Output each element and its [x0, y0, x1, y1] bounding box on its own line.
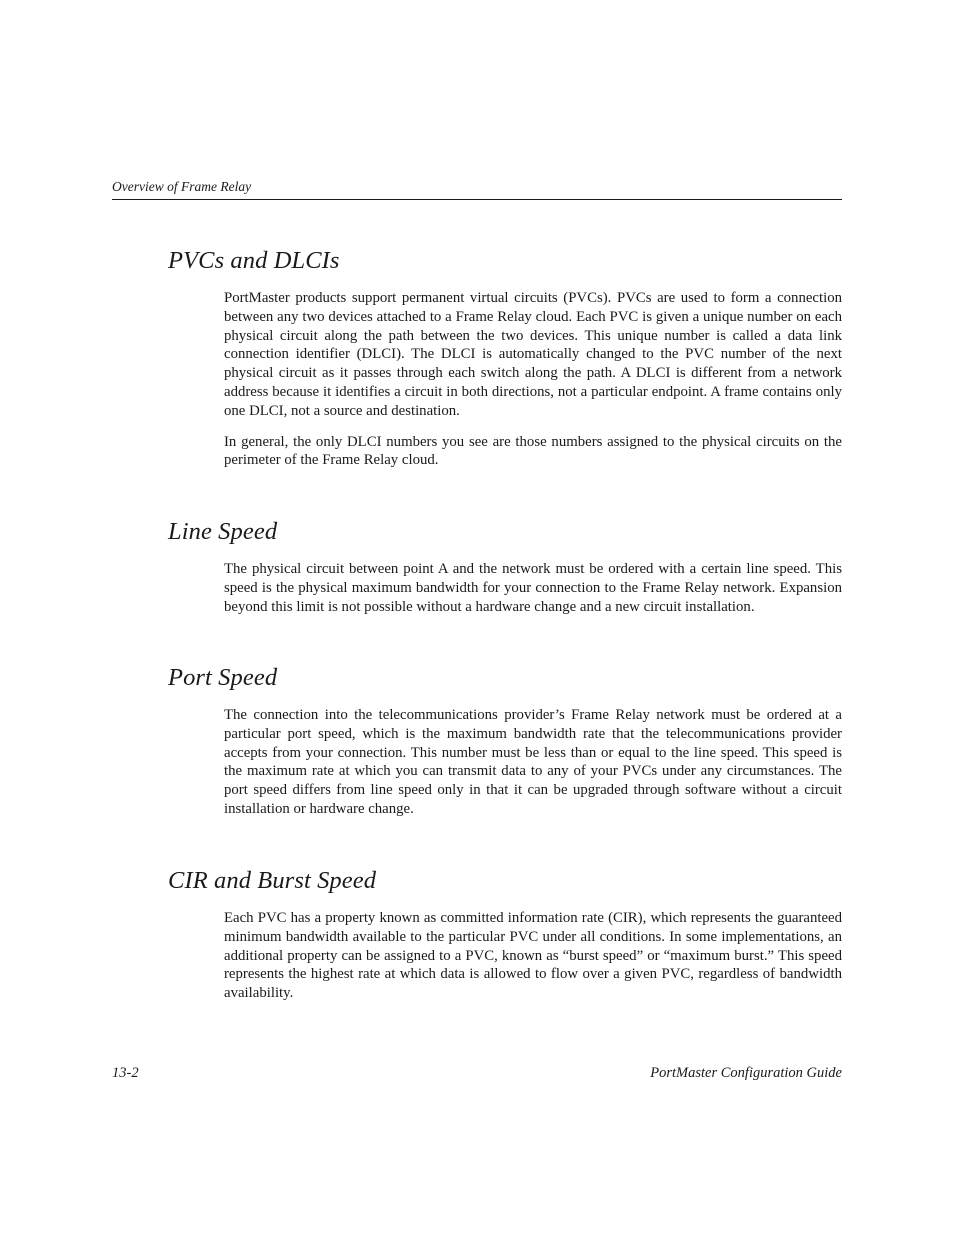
paragraph: The physical circuit between point A and the network must be ordered with a certain line speed. This speed is the physical maximum bandwidth for your connection to the Frame Relay network. Expansion beyond this limit is not possible without a hardware change and a new circuit installation.	[224, 561, 842, 615]
paragraph: PortMaster products support permanent virtual circuits (PVCs). PVCs are used to form a connection between any two devices attached to a Frame Relay cloud. Each PVC is given a unique number on each physical circuit along the path between the two devices. This unique number is called a data link connection identifier (DLCI). The DLCI is automatically changed to the PVC number of the next physical circuit as it passes through each switch along the path. A DLCI is different from a network address because it identifies a circuit in both directions, not a particular endpoint. A frame contains only one DLCI, not a source and destination.	[224, 290, 842, 419]
paragraph: In general, the only DLCI numbers you see are those numbers assigned to the physical circuits on the perimeter of the Frame Relay cloud.	[224, 433, 842, 469]
running-header: Overview of Frame Relay	[112, 179, 252, 194]
paragraph: Each PVC has a property known as committed information rate (CIR), which represents the guaranteed minimum bandwidth available to the particular PVC under all conditions. In some implementations, an additional property can be assigned to a PVC, known as “burst speed” or “maximum burst.” This speed represents the highest rate at which data is allowed to flow over a given PVC, regardless of bandwidth availability.	[224, 910, 842, 1002]
section-heading: PVCs and DLCIs	[168, 247, 340, 274]
section-pvcs-and-dlcis	[168, 246, 842, 482]
section-heading: CIR and Burst Speed	[168, 867, 377, 894]
section-cir-and-burst-speed	[168, 866, 842, 1015]
book-title: PortMaster Configuration Guide	[650, 1065, 842, 1081]
section-heading: Line Speed	[168, 518, 278, 545]
section-body	[168, 706, 842, 819]
page-number: 13-2	[112, 1065, 139, 1081]
header-rule	[112, 199, 842, 200]
section-line-speed	[168, 517, 842, 628]
section-body	[168, 289, 842, 470]
section-body	[168, 560, 842, 616]
section-body	[168, 909, 842, 1003]
section-port-speed	[168, 663, 842, 831]
paragraph: The connection into the telecommunications provider’s Frame Relay network must be ordered at a particular port speed, which is the maximum bandwidth rate that the telecommunications provider accepts from your connection. This number must be less than or equal to the line speed. This speed is the maximum rate at which you can transmit data to any of your PVCs under any circumstances. The port speed differs from line speed only in that it can be upgraded through software without a circuit installation or hardware change.	[224, 707, 842, 817]
section-heading: Port Speed	[168, 664, 278, 691]
